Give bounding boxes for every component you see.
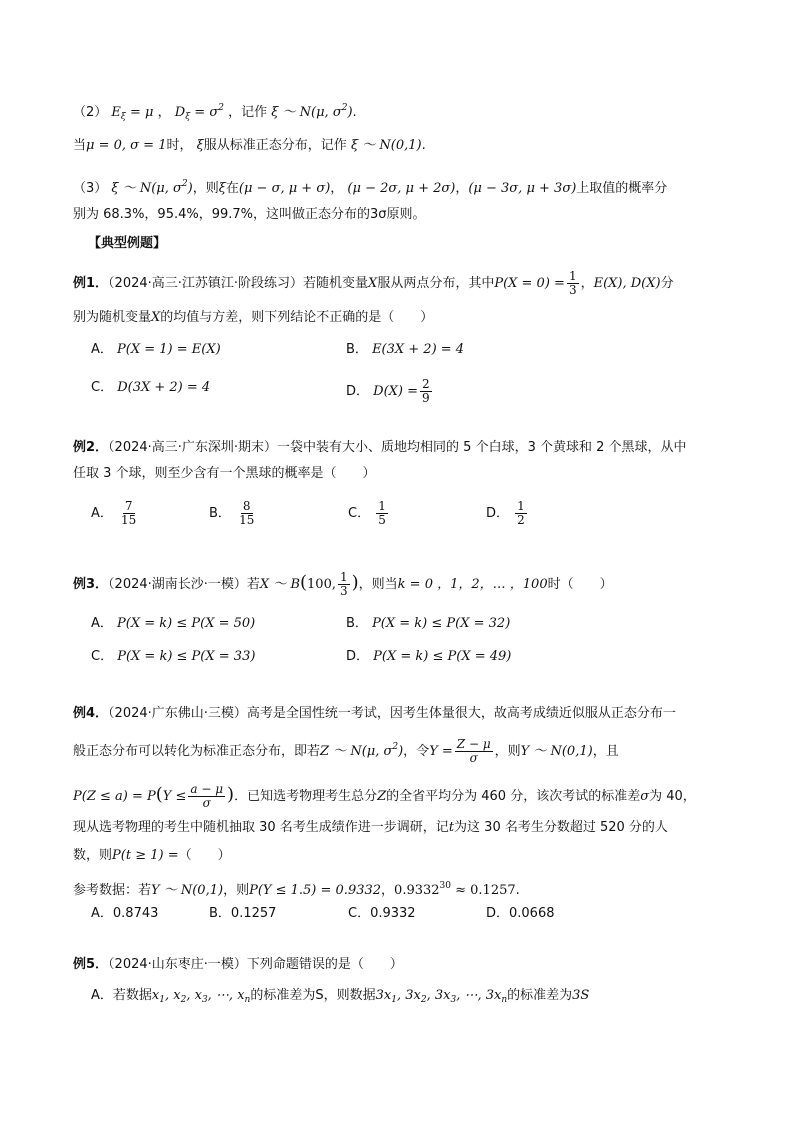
example-4-stem: 例4．（2024·广东佛山·三模）高考是全国性统一考试，因考生体量很大，故高考成绩近似服从正态分布一: [73, 706, 676, 721]
example-2-stem-2: 任取 3 个球，则至少含有一个黑球的概率是（ ）: [73, 466, 376, 481]
example-2-option-c[interactable]: C． $\frac{1}{5}$: [348, 499, 386, 527]
example-1-stem: 例1．（2024·高三·江苏镇江·阶段练习）若随机变量X服从两点分布，其中P(X = 0) = $\frac{1}{3}$ ，E(X), D(X)分: [73, 269, 674, 297]
example-4-option-a[interactable]: A．0.8743: [91, 906, 159, 921]
three-sigma-rule: 别为 68.3%，95.4%，99.7%，这叫做正态分布的3σ原则。: [73, 207, 426, 222]
example-3-option-c[interactable]: C． P(X = k) ≤ P(X = 33): [91, 649, 256, 664]
example-1-stem-2: 别为随机变量X的均值与方差，则下列结论不正确的是（ ）: [73, 310, 434, 325]
example-4-stem-5: 数，则P(t ≥ 1) =（ ）: [73, 848, 231, 863]
example-1-option-a[interactable]: A． P(X = 1) = E(X): [91, 342, 221, 357]
normal-property-2: （2） $E_\xi = \mu$ ， $D_\xi = \sigma^2$ ，记作 ξ ～ N(μ, $\sigma^2$).: [73, 103, 357, 122]
example-3-option-a[interactable]: A． P(X = k) ≤ P(X = 50): [91, 616, 256, 631]
example-4-option-d[interactable]: D．0.0668: [486, 906, 555, 921]
example-4-stem-4: 现从选考物理的考生中随机抽取 30 名考生成绩作进一步调研，记t为这 30 名考生分数超过 520 分的人: [73, 820, 668, 835]
example-5-stem: 例5．（2024·山东枣庄·一模）下列命题错误的是（ ）: [73, 957, 403, 972]
example-1-option-c[interactable]: C． D(3X + 2) = 4: [91, 380, 211, 395]
example-2-option-d[interactable]: D． $\frac{1}{2}$: [486, 499, 525, 527]
section-heading: 【典型例题】: [88, 236, 167, 251]
math-expectation: $E_\xi = \mu$: [111, 105, 154, 122]
standard-normal-condition: 当μ = 0, σ = 1时， ξ服从标准正态分布，记作 ξ ～ N(0,1).: [73, 138, 426, 153]
example-4-stem-3: P(Z ≤ a) = P(Y ≤ $\frac{a - \mu}{\sigma}$ )．已知选考物理考生总分Z的全省平均分为 460 分，该次考试的标准差σ为 40，: [73, 782, 696, 810]
example-4-reference: 参考数据：若Y ～ N(0,1)，则P(Y ≤ 1.5) = 0.9332，$0.9332^{30} \approx 0.1257$.: [73, 881, 520, 898]
example-1-option-d[interactable]: D． D(X) = $\frac{2}{9}$: [346, 377, 430, 405]
example-2-option-a[interactable]: A． $\frac{7}{15}$: [91, 499, 137, 527]
example-3-option-b[interactable]: B． P(X = k) ≤ P(X = 32): [346, 616, 511, 631]
example-1-option-b[interactable]: B． E(3X + 2) = 4: [346, 342, 465, 357]
example-4-option-b[interactable]: B．0.1257: [209, 906, 277, 921]
example-3-option-d[interactable]: D． P(X = k) ≤ P(X = 49): [346, 649, 512, 664]
example-3-stem: 例3．（2024·湖南长沙·一模）若X ～ B(100, $\frac{1}{3}$ )，则当k = 0 ，1，2，… ，100时（ ）: [73, 570, 613, 598]
normal-property-3: （3） ξ ～ N(μ, $\sigma^2$)，则ξ在(μ − σ, μ + σ)， (μ − 2σ, μ + 2σ)，(μ − 3σ, μ + 3σ)上取值的概率分: [73, 179, 668, 196]
example-2-option-b[interactable]: B． $\frac{8}{15}$: [209, 499, 255, 527]
example-4-option-c[interactable]: C．0.9332: [348, 906, 416, 921]
example-2-stem: 例2．（2024·高三·广东深圳·期末）一袋中装有大小、质地均相同的 5 个白球，3 个黄球和 2 个黑球，从中: [73, 440, 687, 455]
example-5-option-a[interactable]: A．若数据$x_1$, $x_2$, $x_3$, ⋯, $x_n$的标准差为S，则数据$3x_1$, $3x_2$, $3x_3$, ⋯, $3x_n$的标准差为3S: [91, 988, 590, 1005]
example-4-stem-2: 般正态分布可以转化为标准正态分布，即若Z ～ N(μ, $\sigma^2$)，令Y = $\frac{Z - \mu}{\sigma}$ ，则Y ～ N(0,1)，且: [73, 737, 619, 765]
